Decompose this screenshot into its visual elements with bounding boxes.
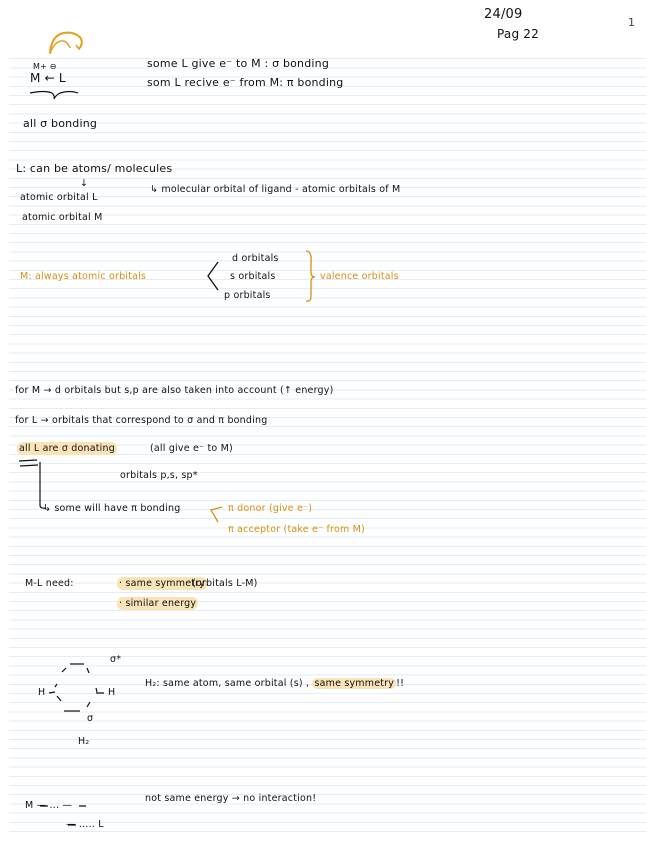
- h-right-label: H: [108, 687, 116, 698]
- atomic-orbital-m: atomic orbital M: [22, 212, 103, 223]
- sigma-star-label: σ*: [110, 654, 122, 665]
- h2-caption: H₂: [78, 736, 90, 747]
- no-interaction-note: not same energy → no interaction!: [145, 793, 317, 804]
- pi-bracket-icon: [211, 507, 222, 522]
- symmetry-note: (orbitals L-M): [192, 578, 258, 589]
- metal-left-brace-icon: [208, 262, 218, 290]
- metal-energy-level: M — ... —: [25, 800, 73, 811]
- d-orbitals: d orbitals: [232, 253, 279, 264]
- ligand-energy-level: — ..... L: [66, 819, 104, 830]
- pi-acceptor: π acceptor (take e⁻ from M): [228, 524, 365, 535]
- atomic-orbital-l: atomic orbital L: [20, 192, 98, 203]
- h-left-label: H: [38, 687, 46, 698]
- page-number: 1: [628, 16, 636, 29]
- h2-note: [145, 677, 404, 690]
- pi-bonding-note: ↳ some will have π bonding: [43, 503, 181, 514]
- date: 24/09: [484, 7, 523, 22]
- metal-orbitals-label: M: always atomic orbitals: [20, 271, 147, 282]
- metal-orbitals-note: for M → d orbitals but s,p are also taken into account (↑ energy): [15, 385, 334, 396]
- s-orbitals: s orbitals: [230, 271, 276, 282]
- h2-same-symmetry-highlight: same symmetry: [314, 678, 395, 689]
- down-arrow-icon: ↓: [80, 178, 89, 189]
- similar-energy-highlight: · similar energy: [119, 598, 197, 609]
- h2-note-text: H₂: same atom, same orbital (s) ,: [145, 678, 310, 689]
- sigma-note: some L give e⁻ to M : σ bonding: [147, 57, 330, 70]
- page-label: Pag 22: [497, 27, 539, 41]
- sigma-donating-highlight: all L are σ donating: [19, 443, 115, 454]
- molecular-orbital-note: ↳ molecular orbital of ligand - atomic orbitals of M: [150, 184, 401, 195]
- valence-right-brace-icon: [306, 251, 315, 301]
- sigma-label: σ: [87, 713, 94, 724]
- double-underline-icon: [19, 460, 38, 466]
- pi-donor: π donor (give e⁻): [228, 503, 313, 514]
- orbitals-list: orbitals p,s, sp*: [120, 470, 198, 481]
- ligand-title: L: can be atoms/ molecules: [16, 162, 173, 175]
- all-sigma-note: all σ bonding: [23, 117, 98, 130]
- requirements-label: M-L need:: [25, 578, 74, 589]
- p-orbitals: p orbitals: [224, 290, 271, 301]
- valence-orbitals: valence orbitals: [320, 271, 399, 282]
- pi-note: som L recive e⁻ from M: π bonding: [147, 76, 344, 89]
- donating-note: (all give e⁻ to M): [150, 443, 233, 454]
- brace-under-icon: [30, 92, 78, 100]
- h2-mo-diagram: [49, 664, 104, 711]
- charges-label: M+ ⊖: [33, 62, 57, 71]
- metal-ligand-bond: M ← L: [30, 71, 66, 85]
- h2-note-end: !!: [396, 678, 405, 689]
- same-symmetry-highlight: · same symmetry: [119, 578, 206, 589]
- ligand-orbitals-note: for L → orbitals that correspond to σ and π bonding: [15, 415, 268, 426]
